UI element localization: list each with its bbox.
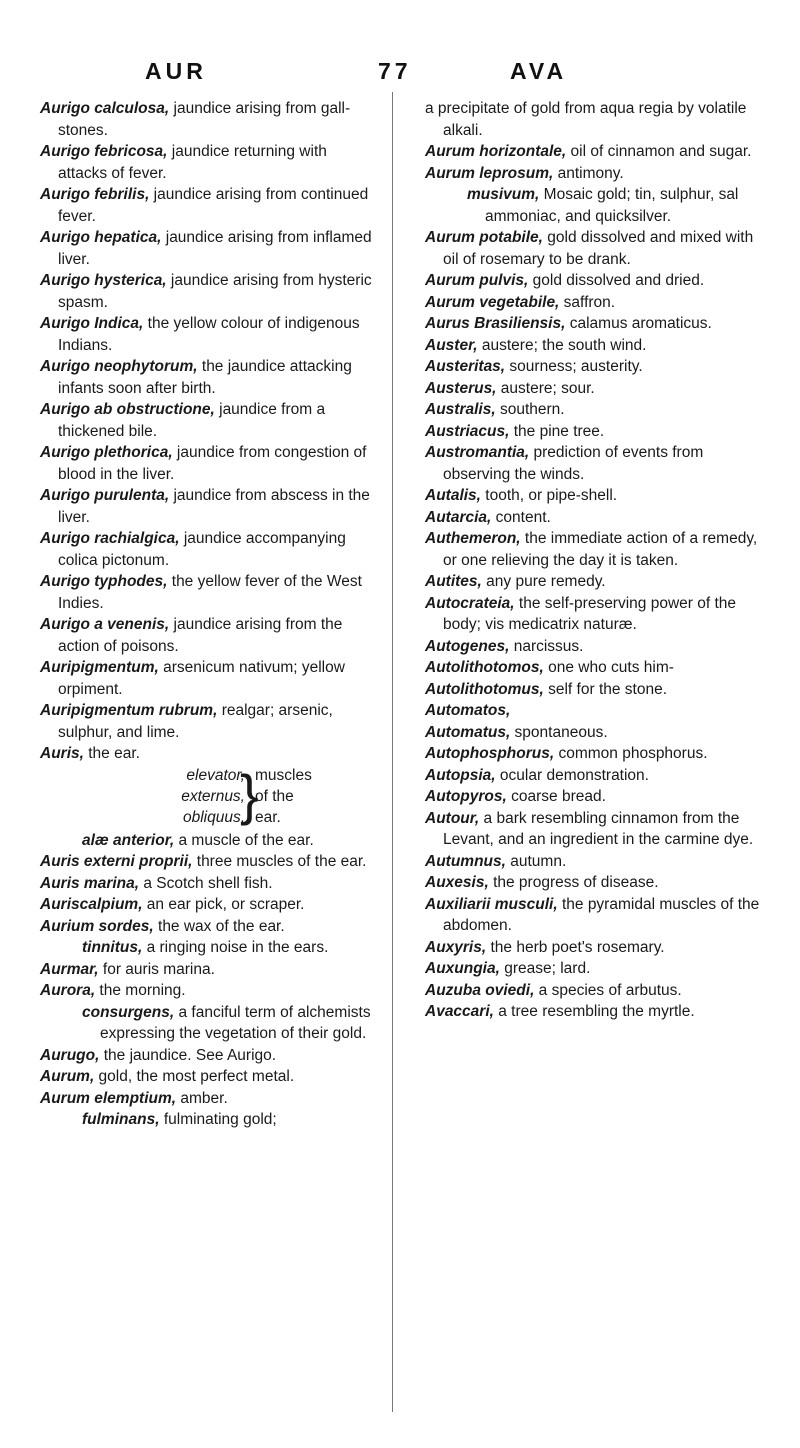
entry-definition: gold, the most perfect metal. <box>94 1068 295 1085</box>
entry-term: Autites, <box>425 573 482 590</box>
entry-term: Austeritas, <box>425 358 506 375</box>
entry-definition: the jaundice attacking infants soon after birth. <box>58 358 352 397</box>
dictionary-entry <box>425 292 760 314</box>
dictionary-entry <box>40 657 375 700</box>
brace-item: obliquus, <box>182 808 245 826</box>
page-number: 77 <box>378 58 412 84</box>
entry-term: Aurigo ab obstructione, <box>40 401 215 418</box>
dictionary-entry <box>425 636 760 658</box>
entry-term: Aurigo purulenta, <box>40 487 170 504</box>
dictionary-entry <box>425 227 760 270</box>
dictionary-entry <box>40 937 375 959</box>
entry-term: musivum, <box>467 186 540 203</box>
entry-term: Autogenes, <box>425 637 510 655</box>
entry-definition: oil of cinnamon and sugar. <box>566 143 752 160</box>
dictionary-entry <box>425 335 760 357</box>
entry-definition: arsenicum nativum; yellow orpiment. <box>58 659 345 698</box>
header-left: AUR <box>145 58 207 84</box>
entry-definition: realgar; arsenic, sulphur, and lime. <box>58 702 333 741</box>
dictionary-entry <box>425 1001 760 1023</box>
dictionary-entry <box>425 485 760 507</box>
entry-definition: a tree resembling the myrtle. <box>493 1003 695 1020</box>
entry-definition: the immediate action of a remedy, or one relieving the day it is taken. <box>443 530 758 569</box>
entry-term: Auzuba oviedi, <box>425 981 535 999</box>
dictionary-entry <box>425 98 760 141</box>
entry-term: Aurum leprosum, <box>425 164 554 182</box>
entry-term: Aurum pulvis, <box>425 272 529 289</box>
entry-definition: the yellow colour of indigenous Indians. <box>58 315 360 354</box>
dictionary-entry <box>40 1045 375 1067</box>
dictionary-entry <box>425 786 760 808</box>
dictionary-entry <box>425 722 760 744</box>
entry-definition: self for the stone. <box>543 680 668 698</box>
entry-term: Aurum potabile, <box>425 229 543 246</box>
dictionary-entry <box>425 808 760 851</box>
dictionary-entry <box>425 743 760 765</box>
entry-definition: fulminating gold; <box>159 1111 277 1128</box>
entry-definition: gold dissolved and mixed with oil of rosemary to be drank. <box>443 229 754 268</box>
entry-term: Auxiliarii musculi, <box>425 895 558 913</box>
entry-term: Auxesis, <box>425 874 489 891</box>
entry-term: Auxyris, <box>425 938 487 956</box>
entry-definition: calamus aromaticus. <box>565 315 712 332</box>
dictionary-entry <box>425 270 760 292</box>
entry-term: Austerus, <box>425 379 497 397</box>
dictionary-entry <box>40 270 375 313</box>
entry-term: Aurigo neophytorum, <box>40 358 198 375</box>
entry-term: Australis, <box>425 401 496 418</box>
dictionary-entry <box>425 399 760 421</box>
dictionary-entry <box>425 593 760 636</box>
dictionary-entry <box>40 851 375 873</box>
entry-definition: ocular demonstration. <box>495 766 649 784</box>
dictionary-entry <box>40 959 375 981</box>
entry-definition: saffron. <box>559 293 616 311</box>
entry-term: Aurmar, <box>40 960 99 978</box>
entry-term: Aurium sordes, <box>40 917 154 935</box>
dictionary-entry <box>40 442 375 485</box>
entry-term: Automatos, <box>425 702 511 719</box>
entry-term: Aurigo a venenis, <box>40 616 170 633</box>
entry-definition: an ear pick, or scraper. <box>142 896 305 913</box>
entry-term: Avaccari, <box>425 1003 494 1020</box>
dictionary-entry <box>40 1088 375 1110</box>
entry-term: Auxungia, <box>425 960 500 977</box>
entry-term: Aurigo febricosa, <box>40 143 168 160</box>
entry-term: Aurigo Indica, <box>40 315 144 332</box>
entry-definition: spontaneous. <box>510 723 608 741</box>
dictionary-entry <box>425 679 760 701</box>
entry-definition: the morning. <box>95 982 186 999</box>
entry-definition: a ringing noise in the ears. <box>142 939 329 956</box>
entry-term: Automatus, <box>425 723 511 741</box>
brace-item: externus, <box>181 787 245 805</box>
dictionary-entry <box>425 571 760 593</box>
dictionary-entry <box>40 141 375 184</box>
right-column <box>425 98 760 1023</box>
dictionary-entry <box>425 313 760 335</box>
dictionary-entry <box>425 378 760 400</box>
dictionary-entry <box>40 894 375 916</box>
entry-term: Auris externi proprii, <box>40 853 193 870</box>
entry-definition: the pine tree. <box>509 422 605 440</box>
entry-definition: jaundice from abscess in the liver. <box>58 487 370 526</box>
dictionary-entry <box>40 1109 375 1131</box>
entry-definition: the jaundice. See Aurigo. <box>99 1046 277 1064</box>
entry-term: Austriacus, <box>425 422 510 440</box>
dictionary-entry <box>425 163 760 185</box>
entry-definition: the pyramidal muscles of the abdomen. <box>443 895 760 934</box>
dictionary-entry <box>40 614 375 657</box>
entry-term: Aurigo calculosa, <box>40 100 170 117</box>
entry-term: Aurum, <box>40 1068 95 1085</box>
entry-definition: jaundice arising from hysteric spasm. <box>58 272 372 311</box>
dictionary-entry <box>425 657 760 679</box>
entry-definition: jaundice returning with attacks of fever. <box>58 143 327 182</box>
entry-definition: a fanciful term of alchemists expressing the vegetation of their gold. <box>100 1003 371 1042</box>
entry-definition: any pure remedy. <box>481 573 606 590</box>
entry-term: Autour, <box>425 809 480 827</box>
entry-definition: Mosaic gold; tin, sulphur, sal ammoniac, and quicksilver. <box>485 186 739 225</box>
dictionary-entry <box>425 184 760 227</box>
entry-term: Authemeron, <box>425 530 521 547</box>
dictionary-entry <box>425 894 760 937</box>
entry-term: Aurugo, <box>40 1046 100 1064</box>
entry-term: Aurigo plethorica, <box>40 444 173 461</box>
entry-definition: sourness; austerity. <box>505 358 643 375</box>
entry-definition: austere; the south wind. <box>477 336 647 354</box>
dictionary-entry <box>40 1002 375 1045</box>
dictionary-entry <box>40 916 375 938</box>
entry-term: Autophosphorus, <box>425 745 555 762</box>
entry-term: Aurigo rachialgica, <box>40 530 180 547</box>
entry-term: Autarcia, <box>425 508 492 526</box>
dictionary-entry <box>425 421 760 443</box>
entry-definition: a bark resembling cinnamon from the Levant, and an ingredient in the carmine dye. <box>443 809 754 848</box>
auris-muscle-group <box>40 762 375 830</box>
entry-term: Autocrateia, <box>425 594 515 612</box>
entry-definition: the progress of disease. <box>488 874 659 891</box>
page-header <box>0 58 800 88</box>
entry-definition: the wax of the ear. <box>153 917 285 935</box>
entry-definition: austere; sour. <box>496 379 595 397</box>
dictionary-entry <box>40 98 375 141</box>
dictionary-entry <box>425 980 760 1002</box>
brace-text: muscles <box>255 766 312 784</box>
entry-definition: content. <box>491 508 551 526</box>
entry-term: Auripigmentum rubrum, <box>40 702 218 719</box>
dictionary-entry <box>425 872 760 894</box>
entry-definition: a species of arbutus. <box>534 981 682 999</box>
entry-term: Aurigo febrilis, <box>40 186 150 203</box>
entry-definition: jaundice from a thickened bile. <box>58 401 326 440</box>
entry-term: Aurigo typhodes, <box>40 573 168 590</box>
entry-term: Autolithotomus, <box>425 680 544 698</box>
column-divider <box>392 92 393 1412</box>
entry-term: Aurus Brasiliensis, <box>425 315 566 332</box>
entry-definition: the yellow fever of the West Indies. <box>58 573 362 612</box>
dictionary-entry <box>425 851 760 873</box>
entry-definition: southern. <box>495 401 565 418</box>
brace-text: of the <box>255 787 294 805</box>
entry-term: Auripigmentum, <box>40 659 159 676</box>
entry-definition: jaundice arising from gall-stones. <box>58 100 351 139</box>
entry-definition: jaundice arising from continued fever. <box>58 186 369 225</box>
dictionary-entry <box>425 356 760 378</box>
entry-definition: narcissus. <box>509 637 584 655</box>
entry-term: Aurigo hysterica, <box>40 272 167 289</box>
dictionary-entry <box>425 958 760 980</box>
dictionary-entry <box>425 765 760 787</box>
entry-definition: grease; lard. <box>499 960 591 977</box>
dictionary-entry <box>40 356 375 399</box>
entry-term: alæ anterior, <box>82 831 175 849</box>
entry-term: Auris marina, <box>40 874 140 892</box>
dictionary-entry <box>425 937 760 959</box>
entry-term: Austromantia, <box>425 444 530 461</box>
entry-definition: common phosphorus. <box>554 745 708 762</box>
entry-term: tinnitus, <box>82 939 143 956</box>
entry-definition: the ear. <box>83 745 140 762</box>
entry-definition: gold dissolved and dried. <box>528 272 705 289</box>
dictionary-entry <box>40 399 375 442</box>
entry-definition: amber. <box>176 1089 228 1107</box>
entry-definition: jaundice accompanying colica pictonum. <box>58 530 346 569</box>
entry-definition: jaundice arising from inflamed liver. <box>58 229 372 268</box>
entry-term: Aurum vegetabile, <box>425 293 560 311</box>
entry-term: Aurum horizontale, <box>425 143 567 160</box>
entry-definition: tooth, or pipe-shell. <box>480 487 618 504</box>
entry-definition: for auris marina. <box>98 960 215 978</box>
dictionary-entry <box>40 184 375 227</box>
entry-definition: a precipitate of gold from aqua regia by volatile alkali. <box>425 100 747 139</box>
brace-item: elevator, <box>186 766 245 784</box>
entry-definition: a Scotch shell fish. <box>139 874 273 892</box>
entry-term: Aurum elemptium, <box>40 1089 177 1107</box>
dictionary-entry <box>425 442 760 485</box>
entry-definition: the self-preserving power of the body; vis medicatrix naturæ. <box>443 594 737 633</box>
entry-term: fulminans, <box>82 1111 160 1128</box>
header-right: AVA <box>510 58 568 84</box>
entry-term: Auris, <box>40 745 84 762</box>
brace-symbol: } <box>240 762 259 826</box>
dictionary-entry <box>40 1066 375 1088</box>
dictionary-entry <box>425 141 760 163</box>
entry-term: Autopsia, <box>425 766 496 784</box>
dictionary-entry <box>40 528 375 571</box>
brace-text: ear. <box>255 808 281 826</box>
dictionary-entry <box>40 313 375 356</box>
entry-term: Autolithotomos, <box>425 659 544 676</box>
entry-definition: three muscles of the ear. <box>192 853 367 870</box>
dictionary-entry <box>425 507 760 529</box>
dictionary-entry <box>40 873 375 895</box>
entry-term: Autopyros, <box>425 788 507 805</box>
entry-term: Autalis, <box>425 487 481 504</box>
dictionary-entry <box>40 743 375 765</box>
entry-term: Auriscalpium, <box>40 896 143 913</box>
entry-definition: jaundice from congestion of blood in the liver. <box>58 444 367 483</box>
dictionary-entry <box>40 830 375 852</box>
entry-definition: a muscle of the ear. <box>174 831 314 849</box>
entry-term: Autumnus, <box>425 852 506 870</box>
entry-definition: antimony. <box>553 164 624 182</box>
entry-definition: the herb poet's rosemary. <box>486 938 665 956</box>
left-column <box>40 98 375 1131</box>
dictionary-entry <box>40 700 375 743</box>
dictionary-entry <box>40 571 375 614</box>
dictionary-entry <box>40 980 375 1002</box>
entry-term: consurgens, <box>82 1003 175 1021</box>
entry-term: Auster, <box>425 336 478 354</box>
entry-term: Aurigo hepatica, <box>40 229 162 246</box>
entry-definition: coarse bread. <box>506 788 606 805</box>
entry-definition: prediction of events from observing the winds. <box>443 444 704 483</box>
entry-term: Aurora, <box>40 982 96 999</box>
dictionary-entry <box>40 227 375 270</box>
dictionary-entry <box>425 528 760 571</box>
dictionary-entry <box>425 700 760 722</box>
entry-definition: jaundice arising from the action of poisons. <box>58 616 343 655</box>
entry-definition: autumn. <box>505 852 567 870</box>
dictionary-entry <box>40 485 375 528</box>
entry-definition: one who cuts him- <box>543 659 674 676</box>
